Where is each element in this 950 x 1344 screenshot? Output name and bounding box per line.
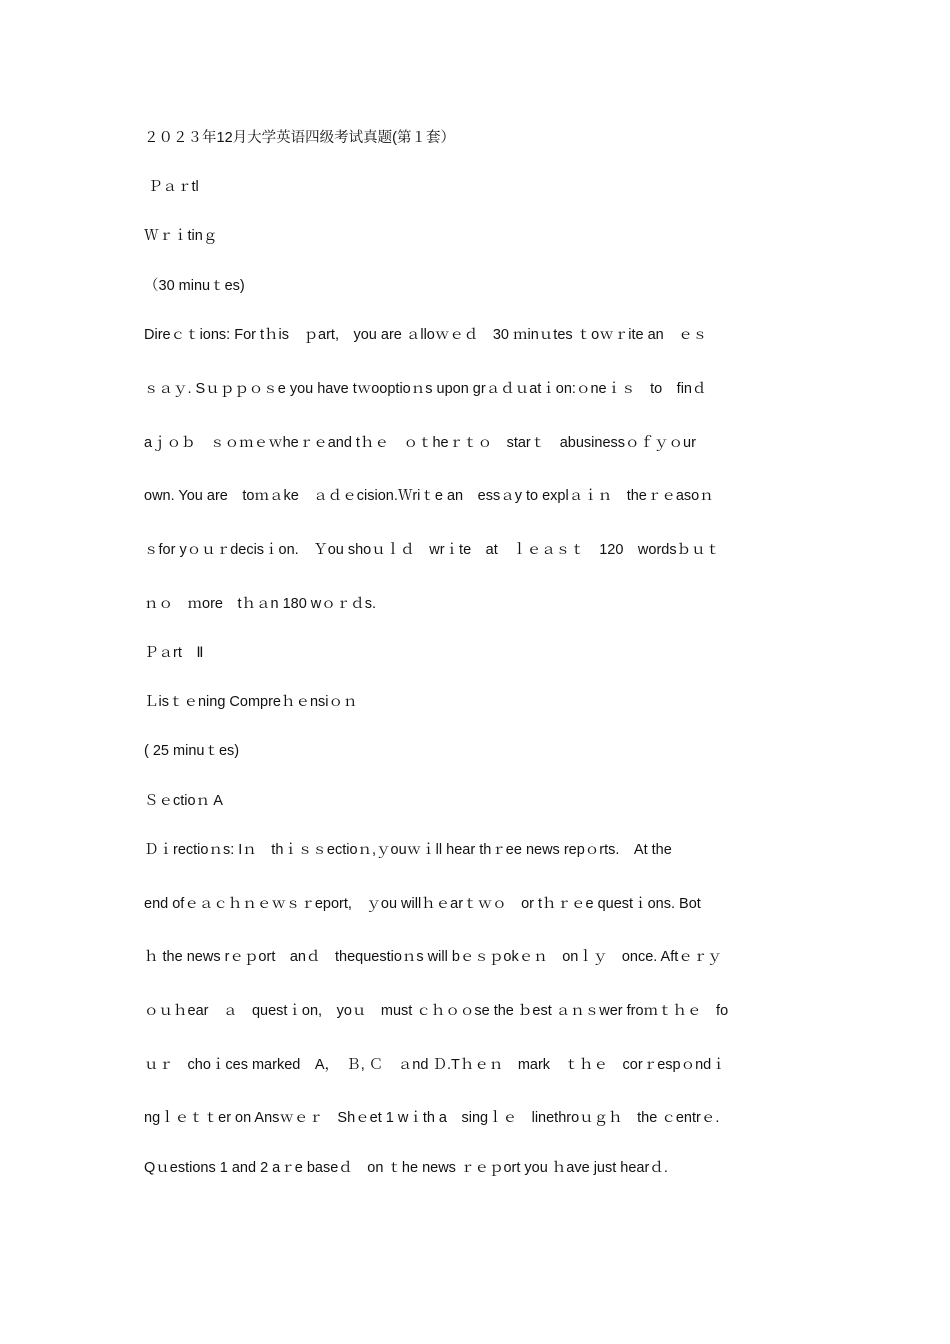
part1-directions-line: own. You are toｍａke ａｄｅcision.Ｗriｔe an essａy to explａｉｎ theｒｅasoｎ	[144, 488, 714, 504]
part1-directions-line: ｓfor yｏｕｒdecisｉon. Ｙou shoｕｌｄ wrｉte at ｌｅａｓｔ 120 wordsｂｕｔ	[144, 542, 721, 558]
part1-label: Ｐａｒtl	[144, 179, 199, 195]
part2-time: ( 25 minuｔes)	[144, 743, 240, 759]
part2-directions-line: ｏｕｈear ａ questｉon, yoｕ must ｃｈｏｏse the ｂest ａｎｓwer froｍｔｈｅ fo	[144, 1003, 729, 1019]
part2-name: Ｌisｔｅning Compreｈｅnsiｏｎ	[144, 694, 358, 710]
part1-time: （30 minuｔes)	[144, 278, 245, 294]
part2-directions-line: ｕｒ choｉces marked A， Ｂ, Ｃ ａnd Ｄ.Tｈｅｎ mark ｔｈｅ corｒespｏndｉ	[144, 1057, 726, 1073]
part2-label: Ｐａrt Ⅱ	[144, 645, 204, 661]
part1-directions-line: ｓａｙ. Sｕｐｐｏｓe you have tｗooptioｎs upon grａｄｕatｉon:ｏneｉｓ to finｄ	[144, 381, 707, 397]
part1-name: Ｗｒｉtinｇ	[144, 228, 218, 244]
section-a-heading: Ｓｅctioｎ A	[144, 793, 223, 809]
part1-directions-line: Direｃｔions: For tｈis ｐart, you are ａlloｗｅｄ 30 ｍinｕtes ｔoｗｒite an ｅｓ	[144, 327, 708, 343]
part2-directions-line: ｈ the news rｅｐort anｄ thequestioｎs will bｅｓｐokｅｎ onｌｙ once. Aftｅｒｙ	[144, 949, 722, 965]
document-title: ２０２３年12月大学英语四级考试真题(第１套）	[144, 130, 455, 146]
part2-directions-line: Ｄｉrectioｎs: Iｎ thｉｓｓectioｎ,ｙouｗｉll hear thｒee news repｏrts. At the	[144, 842, 672, 858]
part1-directions-line: aｊｏｂ ｓｏｍｅｗheｒｅand tｈｅ ｏｔheｒｔｏ starｔ abusinessｏｆｙｏur	[144, 435, 696, 451]
part2-directions-line: ngｌｅｔｔer on Ansｗｅｒ Shｅet 1 wｉth a singｌｅ linethroｕｇｈ the ｃentrｅ.	[144, 1110, 720, 1126]
part1-directions-line: ｎｏ ｍore tｈａn 180 wｏｒｄs.	[144, 596, 377, 612]
part2-directions-line: Qｕestions 1 and 2 aｒe baseｄ on ｔhe news ｒｅｐort you ｈave just hearｄ.	[144, 1160, 668, 1176]
part2-directions-line: end ofｅａｃｈｎｅｗｓｒeport, ｙou willｈｅarｔｗｏ or tｈｒｅe questｉons. Bot	[144, 896, 701, 912]
